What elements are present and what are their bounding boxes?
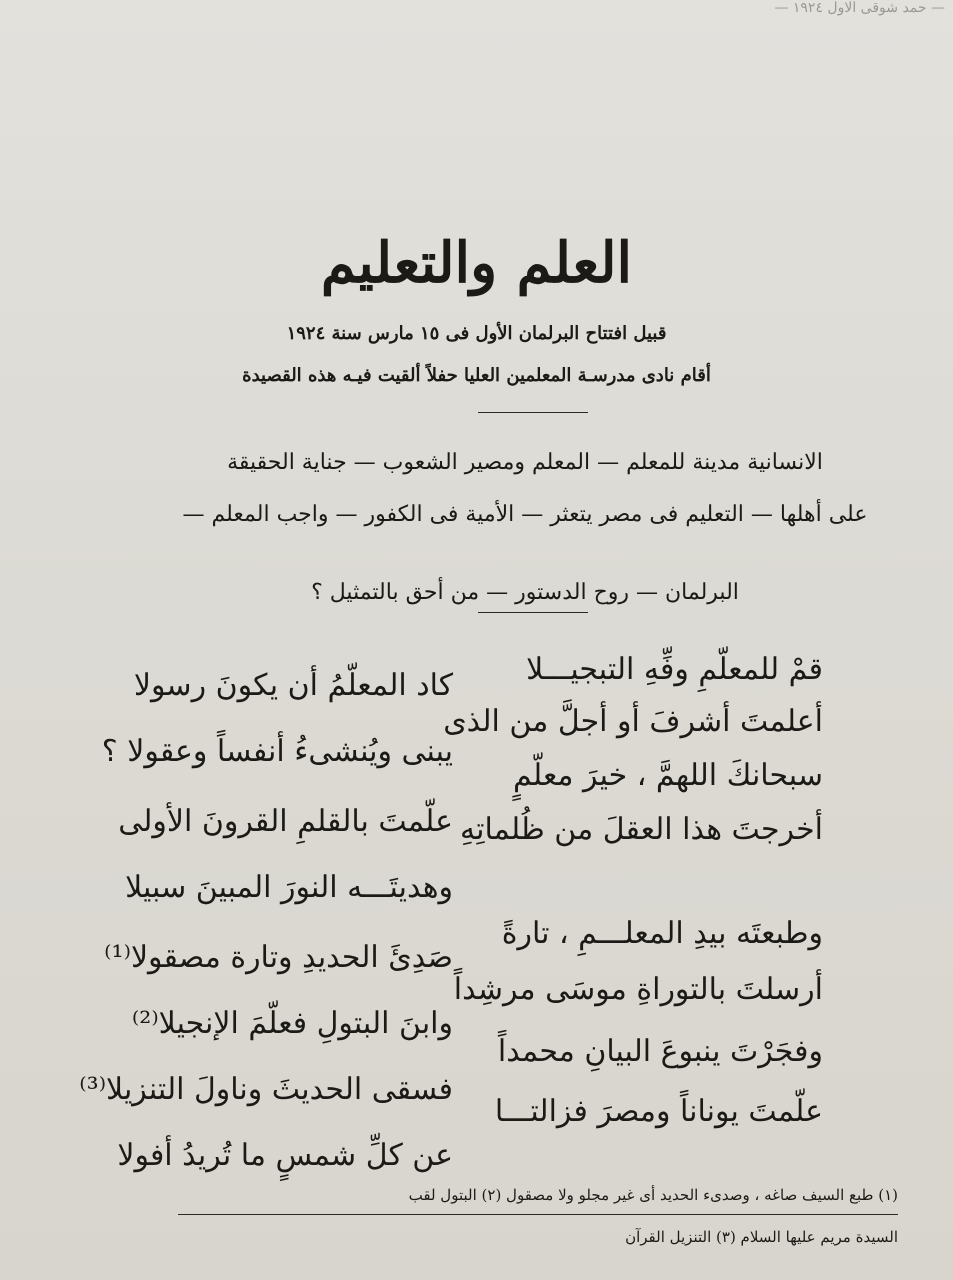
summary-line: على أهلها — التعليم فى مصر يتعثر — الأمية فى الكفور — واجب المعلم — — [182, 502, 868, 527]
verse-3-second-half: علّمتَ بالقلمِ القرونَ الأولى — [118, 804, 453, 839]
header-scribble: — حمد شوقى الاول ١٩٢٤ — — [774, 0, 945, 16]
poem-title: العلم والتعليم — [320, 230, 633, 296]
verse-5-first-half: وطبعتَه بيدِ المعلـــمِ ، تارةً — [501, 916, 823, 951]
divider-top — [478, 412, 588, 413]
footnote-divider — [178, 1214, 898, 1215]
verse-2-first-half: أعلمتَ أشرفَ أو أجلَّ من الذى — [443, 704, 823, 739]
footnote-line-1: (١) طبع السيف صاغه ، وصدىء الحديد أى غير مجلو ولا مصقول (٢) البتول لقب — [408, 1186, 898, 1204]
verse-4-second-half: وهديتَـــه النورَ المبينَ سبيلا — [125, 870, 453, 905]
verse-2-second-half: يبنى ويُنشىءُ أنفساً وعقولا ؟ — [101, 734, 453, 769]
verse-1-second-half: كاد المعلّمُ أن يكونَ رسولا — [133, 668, 453, 703]
footnote-line-2: السيدة مريم عليها السلام (٣) التنزيل القرآن — [625, 1228, 898, 1246]
verse-8-second-half: عن كلِّ شمسٍ ما تُريدُ أفولا — [117, 1138, 453, 1173]
verse-6-first-half: أرسلتَ بالتوراةِ موسَى مرشِداً — [453, 972, 823, 1007]
verse-1-first-half: قمْ للمعلّمِ وفِّهِ التبجيـــلا — [526, 652, 823, 687]
summary-line: الانسانية مدينة للمعلم — المعلم ومصير الشعوب — جناية الحقيقة — [227, 450, 823, 475]
summary-line: البرلمان — روح الدستور — من أحق بالتمثيل ؟ — [311, 580, 739, 605]
subtitle-occasion-date: قبيل افتتاح البرلمان الأول فى ١٥ مارس سنة ١٩٢٤ — [286, 323, 667, 344]
subtitle-occasion-venue: أقام نادى مدرسـة المعلمين العليا حفلاً ألقيت فيـه هذه القصيدة — [242, 365, 711, 386]
verse-4-first-half: أخرجتَ هذا العقلَ من ظُلماتِهِ — [460, 812, 823, 847]
verse-8-first-half: علّمتَ يوناناً ومصرَ فزالتـــا — [494, 1094, 823, 1129]
divider-middle — [478, 612, 588, 613]
verse-7-second-half: فسقى الحديثَ وناولَ التنزيلا⁽³⁾ — [79, 1072, 453, 1107]
verse-3-first-half: سبحانكَ اللهمَّ ، خيرَ معلّمٍ — [513, 758, 823, 793]
verse-7-first-half: وفجَرْتَ ينبوعَ البيانِ محمداً — [497, 1034, 823, 1069]
verse-6-second-half: وابنَ البتولِ فعلّمَ الإنجيلا⁽²⁾ — [131, 1006, 453, 1041]
verse-5-second-half: صَدِئَ الحديدِ وتارة مصقولا⁽¹⁾ — [104, 940, 453, 975]
